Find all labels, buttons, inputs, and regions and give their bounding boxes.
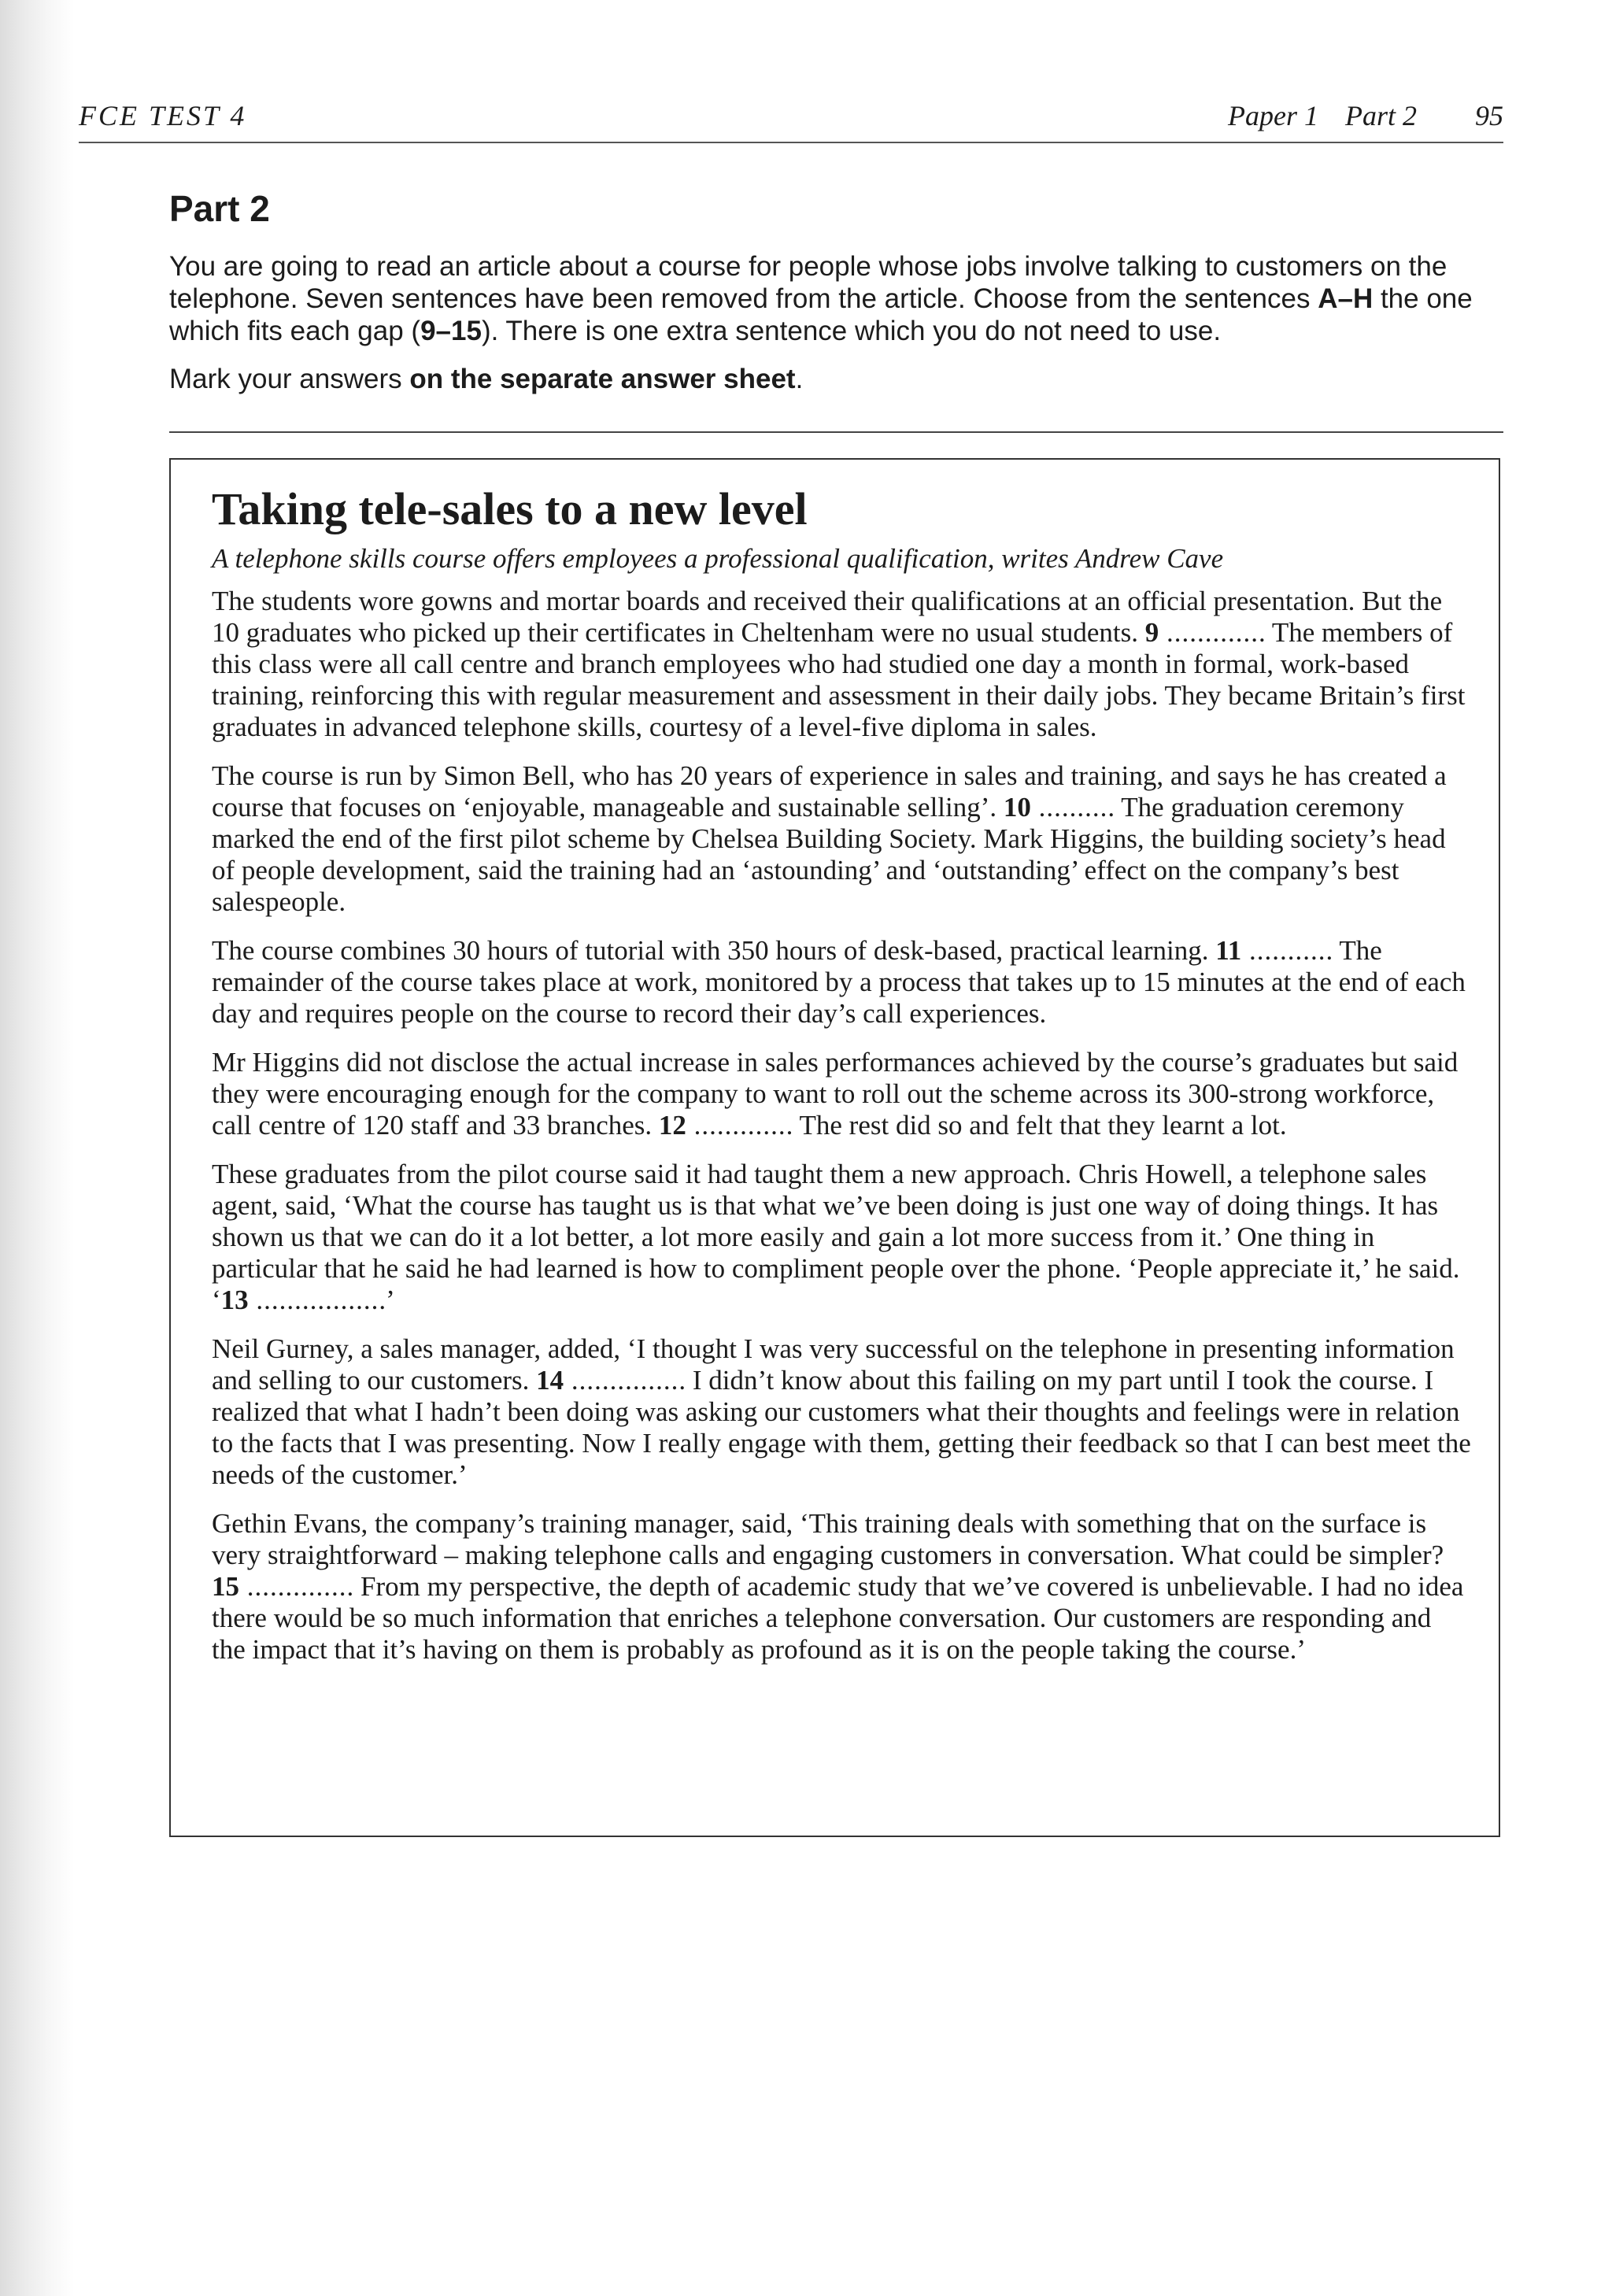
running-header: [79, 93, 1503, 143]
gap-10-dots: .........: [1030, 792, 1108, 823]
gap-14-dots: ..............: [564, 1365, 679, 1396]
article-title: Taking tele-sales to a new level: [212, 483, 808, 534]
gap-9-dots: ............: [1159, 617, 1259, 648]
instructions-text: You are going to read an article about a course for people whose jobs involve talking to customers on the telephone. Seven sentences have been removed from the article. Choose from the sentences A–H the one which fits each gap (9–15). There is one extra sentence which you do not need to use.: [169, 251, 1473, 346]
paragraph-7: Gethin Evans, the company’s training manager, said, ‘This training deals with something that on the surface is very straightforward – making telephone calls and engaging customers in conversation. What could be simpler? 15 .............. From my perspective, the depth of academic study that we’ve covered is unbelievable. I had no idea there would be so much information that enriches a telephone conversation. Our customers are responding and the impact that it’s having on them is probably as profound as it is on the people taking the course.’: [212, 1508, 1464, 1665]
page-binding-shadow: [0, 0, 75, 2296]
test-label: FCE TEST 4: [79, 100, 247, 131]
answer-sheet-instruction: Mark your answers on the separate answer sheet.: [169, 364, 804, 394]
gap-10: 10: [1003, 792, 1031, 823]
gap-12-dots: ............: [686, 1110, 786, 1141]
gap-15: 15: [212, 1571, 239, 1602]
gap-11-dots: ..........: [1241, 935, 1326, 966]
gap-11: 11: [1215, 935, 1242, 966]
part-label: Part 2: [1344, 100, 1417, 131]
gap-9: 9: [1144, 617, 1159, 648]
page-number: 95: [1475, 100, 1503, 131]
paragraph-4: Mr Higgins did not disclose the actual increase in sales performances achieved by the course’s graduates but said they were encouraging enough for the company to want to roll out the scheme across its 300-strong workforce, call centre of 120 staff and 33 branches. 12 ............. The rest did so and felt that they learnt a lot.: [212, 1047, 1459, 1141]
paragraph-2: The course is run by Simon Bell, who has 20 years of experience in sales and training, and says he has created a course that focuses on ‘enjoyable, manageable and sustainable selling’. 10 .......... The graduation ceremony marked the end of the first pilot scheme by Chelsea Building Society. Mark Higgins, the building society’s head of people development, said the training had an ‘astounding’ and ‘outstanding’ effect on the company’s best salespeople.: [212, 760, 1447, 917]
article: [212, 482, 1471, 1683]
section-divider: [169, 431, 1503, 433]
gap-12: 12: [658, 1110, 686, 1141]
paragraph-5: These graduates from the pilot course said it had taught them a new approach. Chris Howell, a telephone sales agent, said, ‘What the course has taught us is that what we’ve been doing is just one way of doing things. It has shown us that we can do it a lot better, a lot more easily and gain a lot more success from it.’ One thing in particular that he said he had learned is how to compliment people over the phone. ‘People appreciate it,’ he said. ‘13 .................’: [212, 1159, 1460, 1315]
gap-14: 14: [536, 1365, 564, 1396]
paragraph-3: The course combines 30 hours of tutorial with 350 hours of desk-based, practical learning. 11 ........... The remainder of the course takes place at work, monitored by a process that takes up to 15 minutes at the end of each day and requires people on the course to record their day’s call experiences.: [212, 935, 1466, 1029]
article-subtitle: A telephone skills course offers employees a professional qualification, writes Andrew Cave: [212, 543, 1224, 574]
gap-13-dots: ................: [248, 1285, 379, 1315]
gap-13: 13: [220, 1285, 249, 1315]
paragraph-6: Neil Gurney, a sales manager, added, ‘I thought I was very successful on the telephone in presenting information and selling to our customers. 14 ............... I didn’t know about this failing on my part until I took the course. I realized that what I hadn’t been doing was asking our customers what their thoughts and feelings were in relation to the facts that I was presenting. Now I really engage with them, getting their feedback so that I can best meet the needs of the customer.’: [212, 1333, 1471, 1490]
part-title: Part 2: [169, 188, 270, 229]
paper-label: Paper 1: [1228, 100, 1318, 131]
header-right: [1228, 99, 1503, 132]
article-box: [169, 458, 1500, 1837]
article-body: [212, 586, 1471, 1666]
instructions: [169, 250, 1476, 395]
paragraph-1: The students wore gowns and mortar boards and received their qualifications at an official presentation. But the 10 graduates who picked up their certificates in Cheltenham were no usual students. 9 ............. The members of this class were all call centre and branch employees who had studied one day a month in formal, work-based training, reinforcing this with regular measurement and assessment in their daily jobs. They became Britain’s first graduates in advanced telephone skills, courtesy of a level-five diploma in sales.: [212, 586, 1466, 742]
gap-15-dots: .............: [239, 1571, 347, 1602]
